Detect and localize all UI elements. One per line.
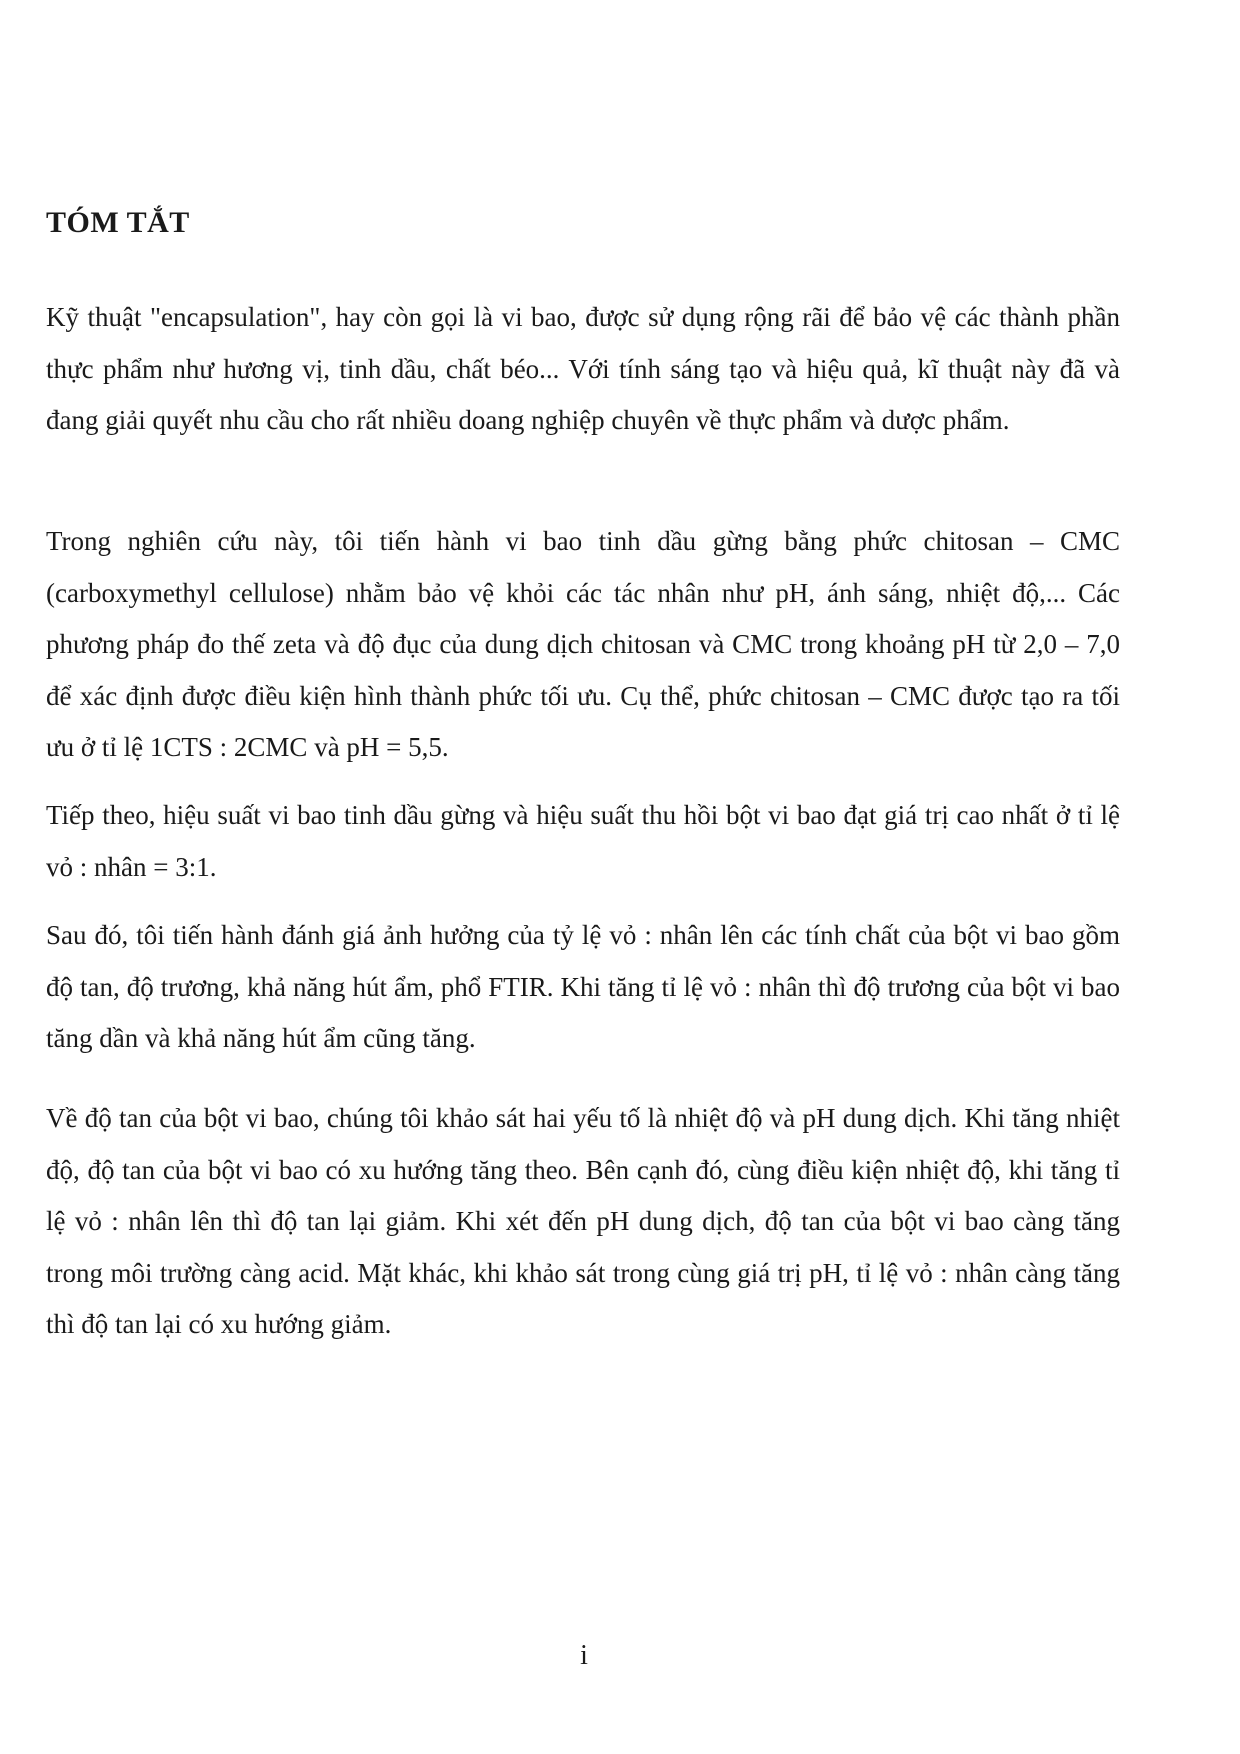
paragraph-solubility: Về độ tan của bột vi bao, chúng tôi khảo sát hai yếu tố là nhiệt độ và pH dung dịch. Khi tăng nhiệt độ, độ tan của bột vi bao có xu hướng tăng theo. Bên cạnh đó, cùng điều kiện nhiệt độ, khi tăng tỉ lệ vỏ : nhân lên thì độ tan lại giảm. Khi xét đến pH dung dịch, độ tan của bột vi bao càng tăng trong môi trường càng acid. Mặt khác, khi khảo sát trong cùng giá trị pH, tỉ lệ vỏ : nhân càng tăng thì độ tan lại có xu hướng giảm. [46, 1103, 1120, 1339]
paragraph-method: Trong nghiên cứu này, tôi tiến hành vi bao tinh dầu gừng bằng phức chitosan – CMC (carboxymethyl cellulose) nhằm bảo vệ khỏi các tác nhân như pH, ánh sáng, nhiệt độ,... Các phương pháp đo thế zeta và độ đục của dung dịch chitosan và CMC trong khoảng pH từ 2,0 – 7,0 để xác định được điều kiện hình thành phức tối ưu. Cụ thể, phức chitosan – CMC được tạo ra tối ưu ở tỉ lệ 1CTS : 2CMC và pH = 5,5. [46, 526, 1120, 762]
section-heading: TÓM TẮT [46, 206, 190, 239]
paragraph-intro: Kỹ thuật "encapsulation", hay còn gọi là vi bao, được sử dụng rộng rãi để bảo vệ các thành phần thực phẩm như hương vị, tinh dầu, chất béo... Với tính sáng tạo và hiệu quả, kĩ thuật này đã và đang giải quyết nhu cầu cho rất nhiều doang nghiệp chuyên về thực phẩm và dược phẩm. [46, 302, 1120, 435]
paragraph-yield: Tiếp theo, hiệu suất vi bao tinh dầu gừng và hiệu suất thu hồi bột vi bao đạt giá trị cao nhất ở tỉ lệ vỏ : nhân = 3:1. [46, 800, 1120, 882]
page-number: i [580, 1640, 588, 1671]
paragraph-properties: Sau đó, tôi tiến hành đánh giá ảnh hưởng của tỷ lệ vỏ : nhân lên các tính chất của bột vi bao gồm độ tan, độ trương, khả năng hút ẩm, phổ FTIR. Khi tăng tỉ lệ vỏ : nhân thì độ trương của bột vi bao tăng dần và khả năng hút ẩm cũng tăng. [46, 920, 1120, 1053]
